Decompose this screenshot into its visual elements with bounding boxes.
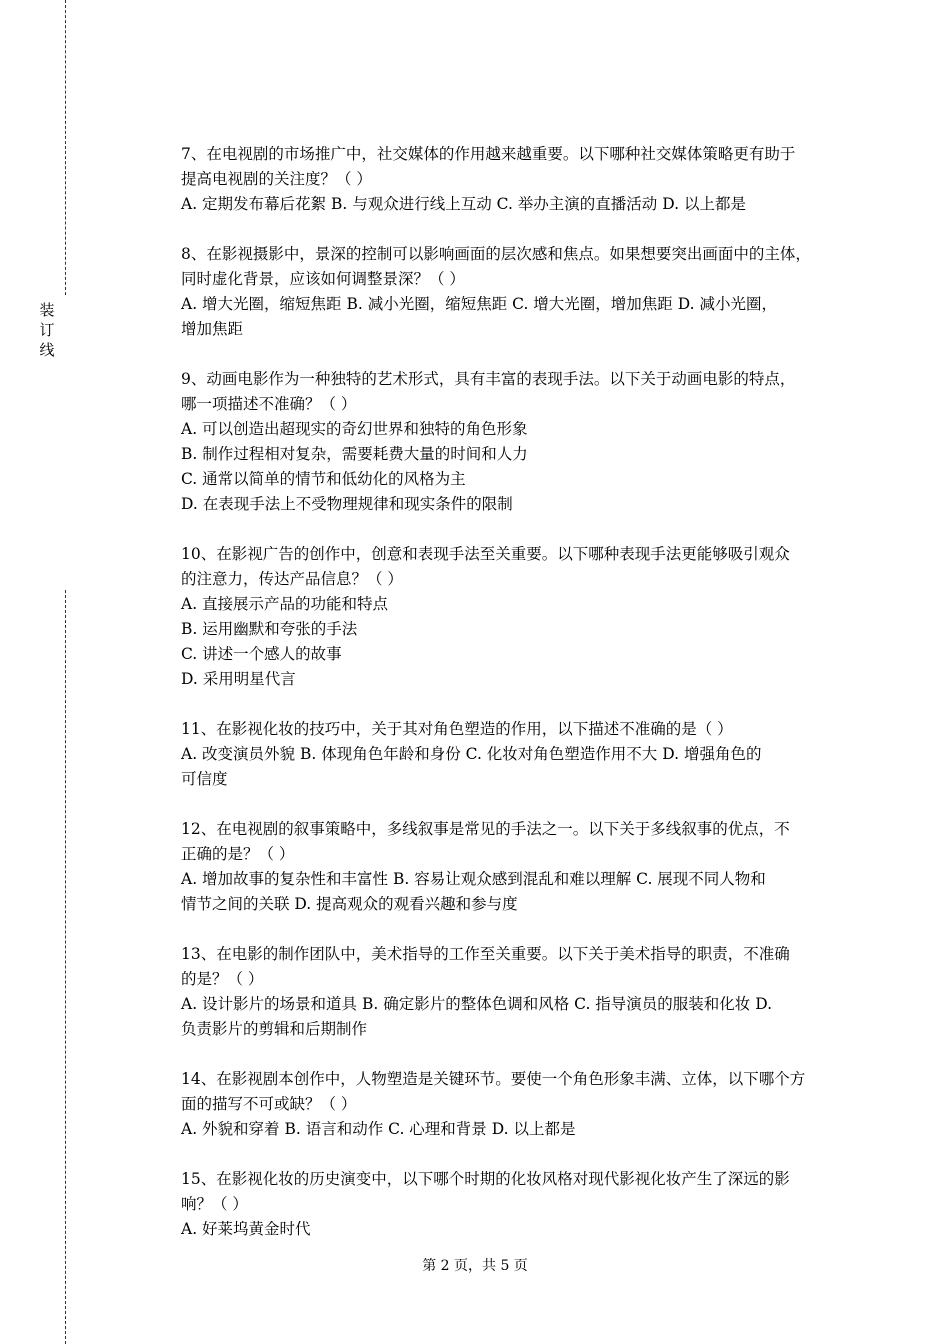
- question-stem-line: 同时虚化背景，应该如何调整景深？（ ）: [181, 270, 465, 288]
- question-stem-line: 15、在影视化妆的历史演变中，以下哪个时期的化妆风格对现代影视化妆产生了深远的影: [181, 1170, 790, 1188]
- question-option-line: A. 定期发布幕后花絮 B. 与观众进行线上互动 C. 举办主演的直播活动 D. 以上都是: [181, 195, 746, 213]
- question-block: [181, 717, 853, 792]
- question-option-line: A. 直接展示产品的功能和特点: [181, 595, 389, 613]
- question-stem-line: 正确的是？（ ）: [181, 845, 295, 863]
- question-option-line: 可信度: [181, 770, 228, 788]
- question-option-line: A. 增加故事的复杂性和丰富性 B. 容易让观众感到混乱和难以理解 C. 展现不同人物和: [181, 870, 766, 888]
- binding-line-bottom: [65, 590, 66, 1344]
- binding-label-char: 线: [39, 341, 55, 359]
- question-option-line: A. 外貌和穿着 B. 语言和动作 C. 心理和背景 D. 以上都是: [181, 1120, 576, 1138]
- question-block: [181, 942, 853, 1042]
- question-stem-line: 哪一项描述不准确？（ ）: [181, 395, 357, 413]
- question-stem-line: 的是？（ ）: [181, 970, 264, 988]
- question-option-line: A. 改变演员外貌 B. 体现角色年龄和身份 C. 化妆对角色塑造作用不大 D. 增强角色的: [181, 745, 762, 763]
- question-block: [181, 542, 853, 692]
- question-block: [181, 142, 853, 217]
- question-list: [181, 142, 853, 1267]
- question-option-line: C. 讲述一个感人的故事: [181, 645, 342, 663]
- question-option-line: A. 设计影片的场景和道具 B. 确定影片的整体色调和风格 C. 指导演员的服装和化妆 D.: [181, 995, 773, 1013]
- question-stem-line: 的注意力，传达产品信息？（ ）: [181, 570, 403, 588]
- question-block: [181, 367, 853, 517]
- question-stem-line: 7、在电视剧的市场推广中，社交媒体的作用越来越重要。以下哪种社交媒体策略更有助于: [181, 145, 796, 163]
- question-option-line: 增加焦距: [181, 320, 244, 338]
- question-stem-line: 面的描写不可或缺？（ ）: [181, 1095, 357, 1113]
- binding-label-char: 订: [39, 321, 55, 339]
- question-option-line: D. 在表现手法上不受物理规律和现实条件的限制: [181, 495, 513, 513]
- question-block: [181, 1167, 853, 1242]
- question-stem-line: 10、在影视广告的创作中，创意和表现手法至关重要。以下哪种表现手法更能够吸引观众: [181, 545, 790, 563]
- question-option-line: 负责影片的剪辑和后期制作: [181, 1020, 368, 1038]
- question-stem-line: 14、在影视剧本创作中，人物塑造是关键环节。要使一个角色形象丰满、立体，以下哪个方: [181, 1070, 806, 1088]
- question-option-line: A. 增大光圈，缩短焦距 B. 减小光圈，缩短焦距 C. 增大光圈，增加焦距 D. 减小光圈，: [181, 295, 777, 313]
- binding-line-top: [65, 0, 66, 295]
- question-option-line: 情节之间的关联 D. 提高观众的观看兴趣和参与度: [181, 895, 518, 913]
- page-footer: 第 2 页，共 5 页: [422, 1258, 528, 1274]
- question-option-line: B. 运用幽默和夸张的手法: [181, 620, 358, 638]
- question-stem-line: 13、在电影的制作团队中，美术指导的工作至关重要。以下关于美术指导的职责，不准确: [181, 945, 790, 963]
- binding-label: [38, 300, 56, 360]
- question-option-line: C. 通常以简单的情节和低幼化的风格为主: [181, 470, 466, 488]
- question-stem-line: 11、在影视化妆的技巧中，关于其对角色塑造的作用，以下描述不准确的是（ ）: [181, 720, 733, 738]
- question-block: [181, 817, 853, 917]
- question-stem-line: 提高电视剧的关注度？（ ）: [181, 170, 372, 188]
- question-block: [181, 1067, 853, 1142]
- question-block: [181, 242, 853, 342]
- binding-label-char: 装: [39, 301, 55, 319]
- question-stem-line: 12、在电视剧的叙事策略中，多线叙事是常见的手法之一。以下关于多线叙事的优点，不: [181, 820, 790, 838]
- question-stem-line: 8、在影视摄影中，景深的控制可以影响画面的层次感和焦点。如果想要突出画面中的主体，: [181, 245, 811, 263]
- question-option-line: D. 采用明星代言: [181, 670, 296, 688]
- question-stem-line: 9、动画电影作为一种独特的艺术形式，具有丰富的表现手法。以下关于动画电影的特点，: [181, 370, 796, 388]
- question-option-line: A. 可以创造出超现实的奇幻世界和独特的角色形象: [181, 420, 528, 438]
- question-option-line: B. 制作过程相对复杂，需要耗费大量的时间和人力: [181, 445, 528, 463]
- question-option-line: A. 好莱坞黄金时代: [181, 1220, 311, 1238]
- question-stem-line: 响？（ ）: [181, 1195, 248, 1213]
